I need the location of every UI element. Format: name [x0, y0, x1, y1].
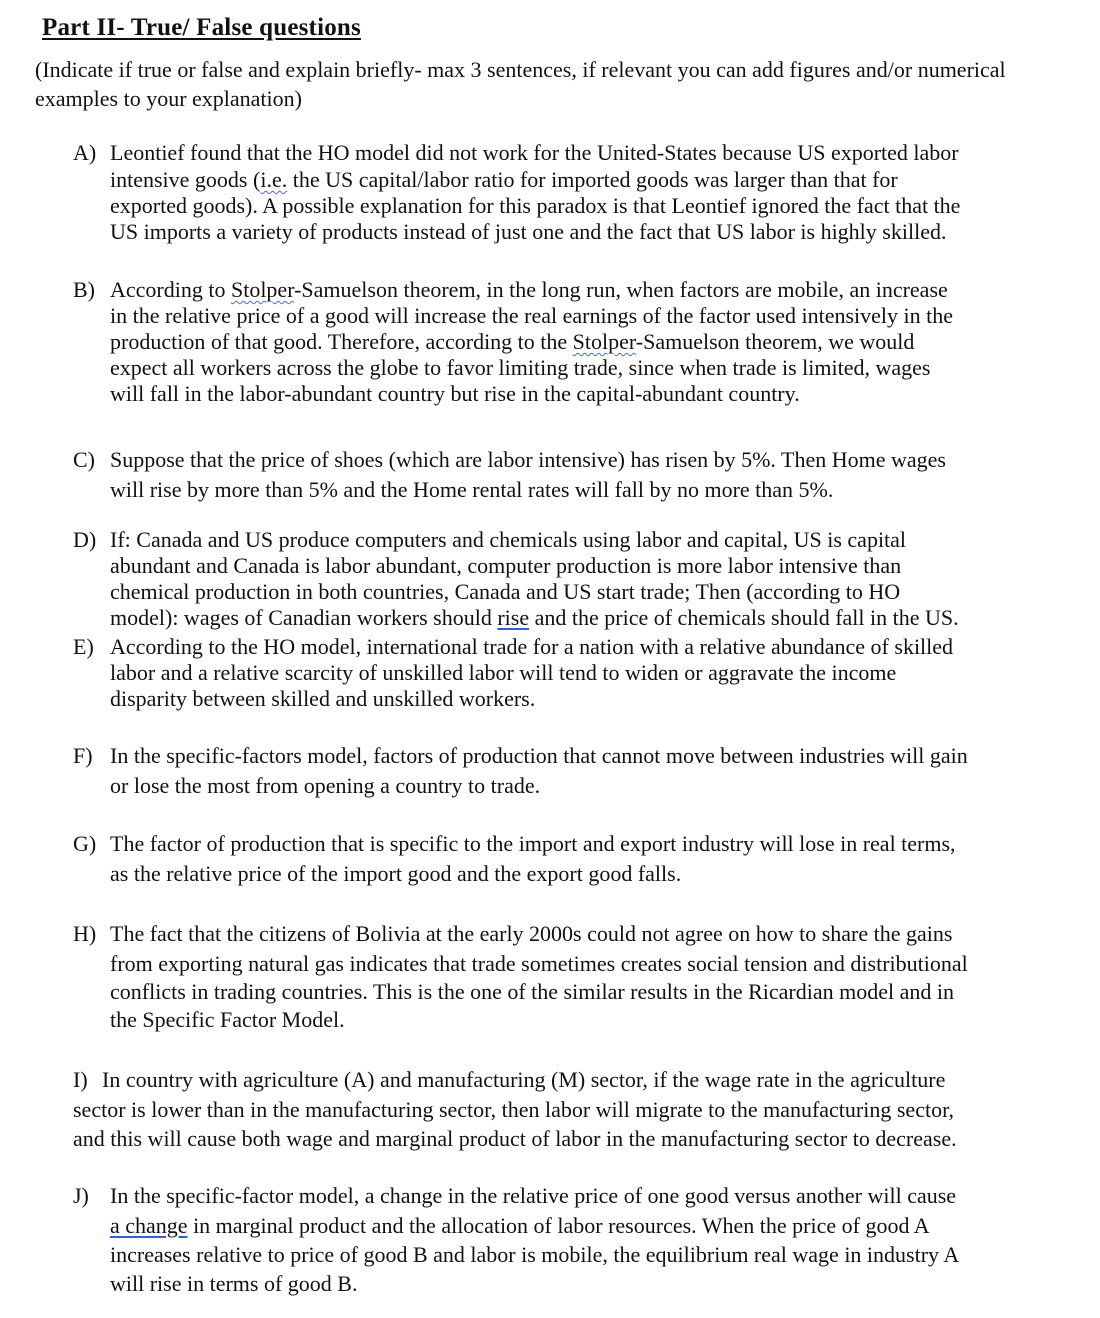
question-g-line: The factor of production that is specific to the import and export industry will lose in real terms, [110, 831, 956, 856]
question-b-line: will fall in the labor-abundant country but rise in the capital-abundant country. [110, 381, 800, 406]
ie-abbreviation: i.e. [260, 167, 288, 192]
question-a-line: Leontief found that the HO model did not work for the United-States because US exported labor [110, 140, 959, 165]
question-g-label: G) [73, 831, 97, 856]
question-e [73, 634, 953, 712]
question-d-line: If: Canada and US produce computers and chemicals using labor and capital, US is capital [110, 527, 907, 552]
question-f-line: or lose the most from opening a country to trade. [110, 773, 541, 798]
question-j-line: In the specific-factor model, a change in the relative price of one good versus another will cause [110, 1183, 957, 1208]
question-a-line: exported goods). A possible explanation for this paradox is that Leontief ignored the fact that the [110, 193, 961, 218]
question-j-line: will rise in terms of good B. [110, 1271, 358, 1296]
question-a [73, 140, 960, 245]
question-f-line: In the specific-factors model, factors of production that cannot move between industries will gain [110, 743, 968, 768]
question-f [73, 743, 968, 800]
question-e-line: According to the HO model, international trade for a nation with a relative abundance of skilled [110, 634, 954, 659]
question-d-line: model): wages of Canadian workers should [110, 605, 498, 630]
question-d [73, 527, 959, 631]
question-d-line: abundant and Canada is labor abundant, computer production is more labor intensive than [110, 553, 902, 578]
question-h-line: from exporting natural gas indicates that trade sometimes creates social tension and distributional [110, 951, 968, 976]
question-g [73, 831, 956, 888]
question-h [73, 921, 968, 1033]
question-a-line: the US capital/labor ratio for imported goods was larger than that for [287, 167, 898, 192]
question-d-line: and the price of chemicals should fall in the US. [529, 605, 959, 630]
question-c [73, 447, 946, 504]
question-c-label: C) [73, 447, 95, 472]
stolper-word: Stolper [572, 329, 636, 354]
question-b-line: in the relative price of a good will increase the real earnings of the factor used intensively in the [110, 303, 954, 328]
question-h-line: the Specific Factor Model. [110, 1007, 345, 1032]
question-f-label: F) [73, 743, 93, 768]
question-c-line: Suppose that the price of shoes (which are labor intensive) has risen by 5%. Then Home wages [110, 447, 946, 472]
a-change-phrase: a change [110, 1213, 188, 1238]
question-i-line: and this will cause both wage and marginal product of labor in the manufacturing sector to decrease. [73, 1126, 957, 1151]
question-j-line: in marginal product and the allocation of labor resources. When the price of good A [187, 1213, 930, 1238]
question-c-line: will rise by more than 5% and the Home rental rates will fall by no more than 5%. [110, 477, 834, 502]
question-i-line: sector is lower than in the manufacturing sector, then labor will migrate to the manufacturing sector, [73, 1097, 955, 1122]
question-i-line: In country with agriculture (A) and manufacturing (M) sector, if the wage rate in the agriculture [102, 1067, 946, 1092]
question-i-label: I) [73, 1067, 88, 1092]
question-a-line: US imports a variety of products instead of just one and the fact that US labor is highly skilled. [110, 219, 947, 244]
question-a-line: intensive goods ( [110, 167, 261, 192]
question-h-line: conflicts in trading countries. This is the one of the similar results in the Ricardian model and in [110, 979, 954, 1004]
section-title: Part II- True/ False questions [42, 14, 361, 41]
question-g-line: as the relative price of the import good and the export good falls. [110, 861, 682, 886]
question-j [73, 1183, 959, 1297]
instructions-text: (Indicate if true or false and explain briefly- max 3 sentences, if relevant you can add figures and/or numerical examples to your explanation) [35, 57, 1006, 111]
question-b [73, 277, 953, 407]
stolper-word: Stolper [230, 277, 295, 302]
question-b-line: production of that good. Therefore, according to the [110, 329, 573, 354]
question-e-label: E) [73, 634, 94, 659]
question-e-line: disparity between skilled and unskilled workers. [110, 686, 536, 711]
rise-word: rise [497, 605, 530, 630]
question-e-line: labor and a relative scarcity of unskilled labor will tend to widen or aggravate the income [110, 660, 897, 685]
question-b-label: B) [73, 277, 95, 302]
question-d-label: D) [73, 527, 97, 552]
question-h-line: The fact that the citizens of Bolivia at the early 2000s could not agree on how to share the gains [110, 921, 953, 946]
question-b-line: -Samuelson theorem, we would [635, 329, 915, 354]
question-j-label: J) [73, 1183, 89, 1208]
question-d-line: chemical production in both countries, Canada and US start trade; Then (according to HO [110, 579, 901, 604]
question-b-line: According to [110, 277, 231, 302]
question-b-line: expect all workers across the globe to favor limiting trade, since when trade is limited, wages [110, 355, 931, 380]
question-a-label: A) [73, 140, 97, 165]
question-b-line: -Samuelson theorem, in the long run, when factors are mobile, an increase [294, 277, 948, 302]
question-h-label: H) [73, 921, 97, 946]
question-i [73, 1067, 957, 1153]
question-j-line: increases relative to price of good B and labor is mobile, the equilibrium real wage in industry A [110, 1242, 960, 1267]
